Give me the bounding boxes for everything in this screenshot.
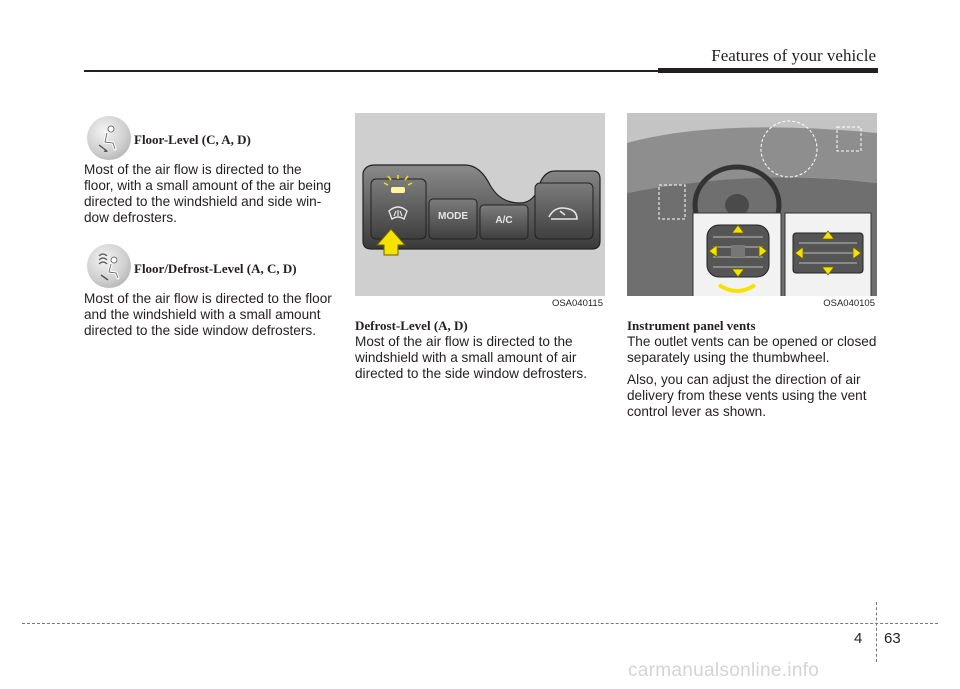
text-line: directed to the windshield and side win-: [84, 194, 322, 209]
instrument-panel-vents-figure: [627, 113, 877, 310]
header-rule-accent: [658, 68, 878, 73]
text-line: Most of the air flow is directed to the floor: [84, 291, 332, 306]
text-line: Most of the air flow is directed to the: [84, 162, 302, 177]
text-line: windshield with a small amount of air: [355, 350, 577, 365]
defrost-level-heading: Defrost-Level (A, D): [355, 318, 468, 333]
figure-code: OSA040105: [823, 298, 875, 309]
text-line: floor, with a small amount of the air being: [84, 178, 332, 193]
watermark: carmanualsonline.info: [628, 660, 820, 681]
figure-code: OSA040115: [551, 298, 603, 309]
floor-level-heading: Floor-Level (C, A, D): [134, 132, 251, 147]
floor-defrost-level-heading: Floor/Defrost-Level (A, C, D): [134, 261, 297, 276]
footer-divider: [876, 602, 877, 662]
chapter-number: 4: [854, 630, 863, 647]
text-line: delivery from these vents using the vent: [627, 388, 867, 403]
mode-button-label: MODE: [438, 211, 468, 222]
climate-control-panel-figure: [355, 113, 605, 310]
text-line: directed to the side window defrosters.: [84, 323, 316, 338]
page-number: 63: [884, 630, 901, 647]
text-line: and the windshield with a small amount: [84, 307, 321, 322]
floor-level-description: [84, 162, 336, 226]
defrost-level-description: [355, 334, 605, 382]
text-line: directed to the side window defrosters.: [355, 366, 587, 381]
floor-defrost-level-description: [84, 291, 336, 339]
text-line: separately using the thumbwheel.: [627, 350, 830, 365]
text-line: Most of the air flow is directed to the: [355, 334, 573, 349]
text-line: control lever as shown.: [627, 404, 767, 419]
ac-button-label: A/C: [495, 215, 513, 226]
text-line: Also, you can adjust the direction of air: [627, 372, 861, 387]
instrument-panel-vents-description: [627, 334, 877, 420]
header-rule: [84, 70, 658, 72]
floor-mode-icon: [87, 116, 131, 160]
text-line: dow defrosters.: [84, 210, 177, 225]
page-header-title: Features of your vehicle: [711, 46, 876, 65]
floor-defrost-mode-icon: [87, 244, 131, 288]
instrument-panel-vents-heading: Instrument panel vents: [627, 318, 756, 333]
text-line: The outlet vents can be opened or closed: [627, 334, 877, 349]
footer-rule: [22, 623, 938, 624]
